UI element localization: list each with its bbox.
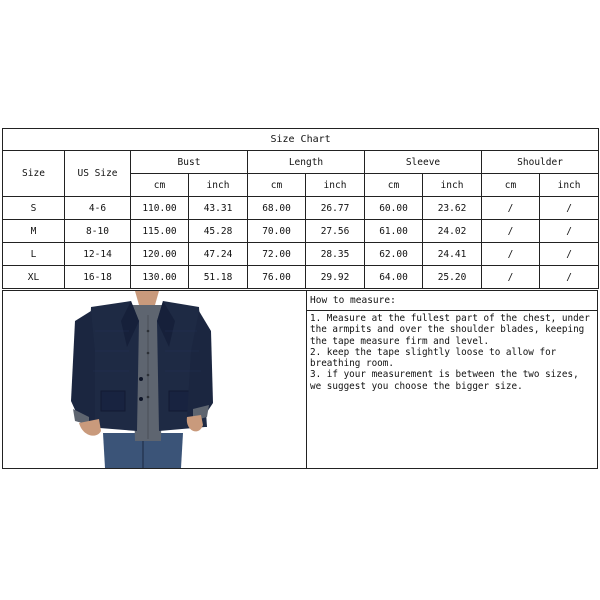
header-shoulder-inch: inch xyxy=(540,174,599,197)
cell-size: XL xyxy=(3,266,65,289)
cell-size: L xyxy=(3,243,65,266)
cell-shoulder-inch: / xyxy=(540,266,599,289)
cell-length-inch: 28.35 xyxy=(306,243,365,266)
table-row xyxy=(3,266,599,289)
cell-shoulder-cm: / xyxy=(482,243,540,266)
cell-us-size: 12-14 xyxy=(65,243,131,266)
header-bust: Bust xyxy=(131,151,248,174)
info-panel xyxy=(2,290,598,469)
cell-length-cm: 72.00 xyxy=(248,243,306,266)
cell-size: S xyxy=(3,197,65,220)
header-length-inch: inch xyxy=(306,174,365,197)
cell-bust-inch: 47.24 xyxy=(189,243,248,266)
cell-length-cm: 70.00 xyxy=(248,220,306,243)
size-chart xyxy=(2,128,598,289)
header-sleeve-cm: cm xyxy=(365,174,423,197)
cell-bust-inch: 43.31 xyxy=(189,197,248,220)
cell-bust-inch: 51.18 xyxy=(189,266,248,289)
table-row xyxy=(3,243,599,266)
cell-shoulder-cm: / xyxy=(482,266,540,289)
header-shoulder: Shoulder xyxy=(482,151,599,174)
table-row xyxy=(3,197,599,220)
how-to-measure xyxy=(307,291,597,468)
cell-length-inch: 27.56 xyxy=(306,220,365,243)
header-bust-inch: inch xyxy=(189,174,248,197)
cell-shoulder-inch: / xyxy=(540,197,599,220)
cell-sleeve-cm: 62.00 xyxy=(365,243,423,266)
cell-us-size: 8-10 xyxy=(65,220,131,243)
how-to-measure-steps xyxy=(307,311,597,392)
cell-shoulder-cm: / xyxy=(482,220,540,243)
cell-shoulder-cm: / xyxy=(482,197,540,220)
header-size: Size xyxy=(3,151,65,197)
cell-us-size: 4-6 xyxy=(65,197,131,220)
cell-bust-inch: 45.28 xyxy=(189,220,248,243)
cell-shoulder-inch: / xyxy=(540,220,599,243)
cell-length-cm: 76.00 xyxy=(248,266,306,289)
header-sleeve: Sleeve xyxy=(365,151,482,174)
cell-sleeve-inch: 24.02 xyxy=(423,220,482,243)
cell-us-size: 16-18 xyxy=(65,266,131,289)
size-chart-title: Size Chart xyxy=(3,129,599,151)
product-photo xyxy=(3,291,307,468)
how-to-measure-title: How to measure: xyxy=(307,291,597,311)
model-figure xyxy=(3,291,306,468)
header-length: Length xyxy=(248,151,365,174)
list-item: 3. if your measurement is between the two sizes, we suggest you choose the bigger size. xyxy=(310,369,579,392)
header-shoulder-cm: cm xyxy=(482,174,540,197)
size-chart-table xyxy=(2,128,599,289)
cell-sleeve-inch: 23.62 xyxy=(423,197,482,220)
header-sleeve-inch: inch xyxy=(423,174,482,197)
header-length-cm: cm xyxy=(248,174,306,197)
cell-size: M xyxy=(3,220,65,243)
header-us-size: US Size xyxy=(65,151,131,197)
cell-sleeve-cm: 60.00 xyxy=(365,197,423,220)
cell-sleeve-cm: 64.00 xyxy=(365,266,423,289)
cell-bust-cm: 130.00 xyxy=(131,266,189,289)
list-item: 2. keep the tape slightly loose to allow for breathing room. xyxy=(310,346,557,370)
cell-shoulder-inch: / xyxy=(540,243,599,266)
header-bust-cm: cm xyxy=(131,174,189,197)
cell-length-inch: 26.77 xyxy=(306,197,365,220)
cell-length-inch: 29.92 xyxy=(306,266,365,289)
cell-bust-cm: 120.00 xyxy=(131,243,189,266)
cell-length-cm: 68.00 xyxy=(248,197,306,220)
list-item: 1. Measure at the fullest part of the chest, under the armpits and over the shoulder blades, keeping the tape measure firm and level. xyxy=(310,313,590,347)
cell-bust-cm: 110.00 xyxy=(131,197,189,220)
cell-sleeve-inch: 25.20 xyxy=(423,266,482,289)
cell-sleeve-cm: 61.00 xyxy=(365,220,423,243)
cell-sleeve-inch: 24.41 xyxy=(423,243,482,266)
table-row xyxy=(3,220,599,243)
cell-bust-cm: 115.00 xyxy=(131,220,189,243)
